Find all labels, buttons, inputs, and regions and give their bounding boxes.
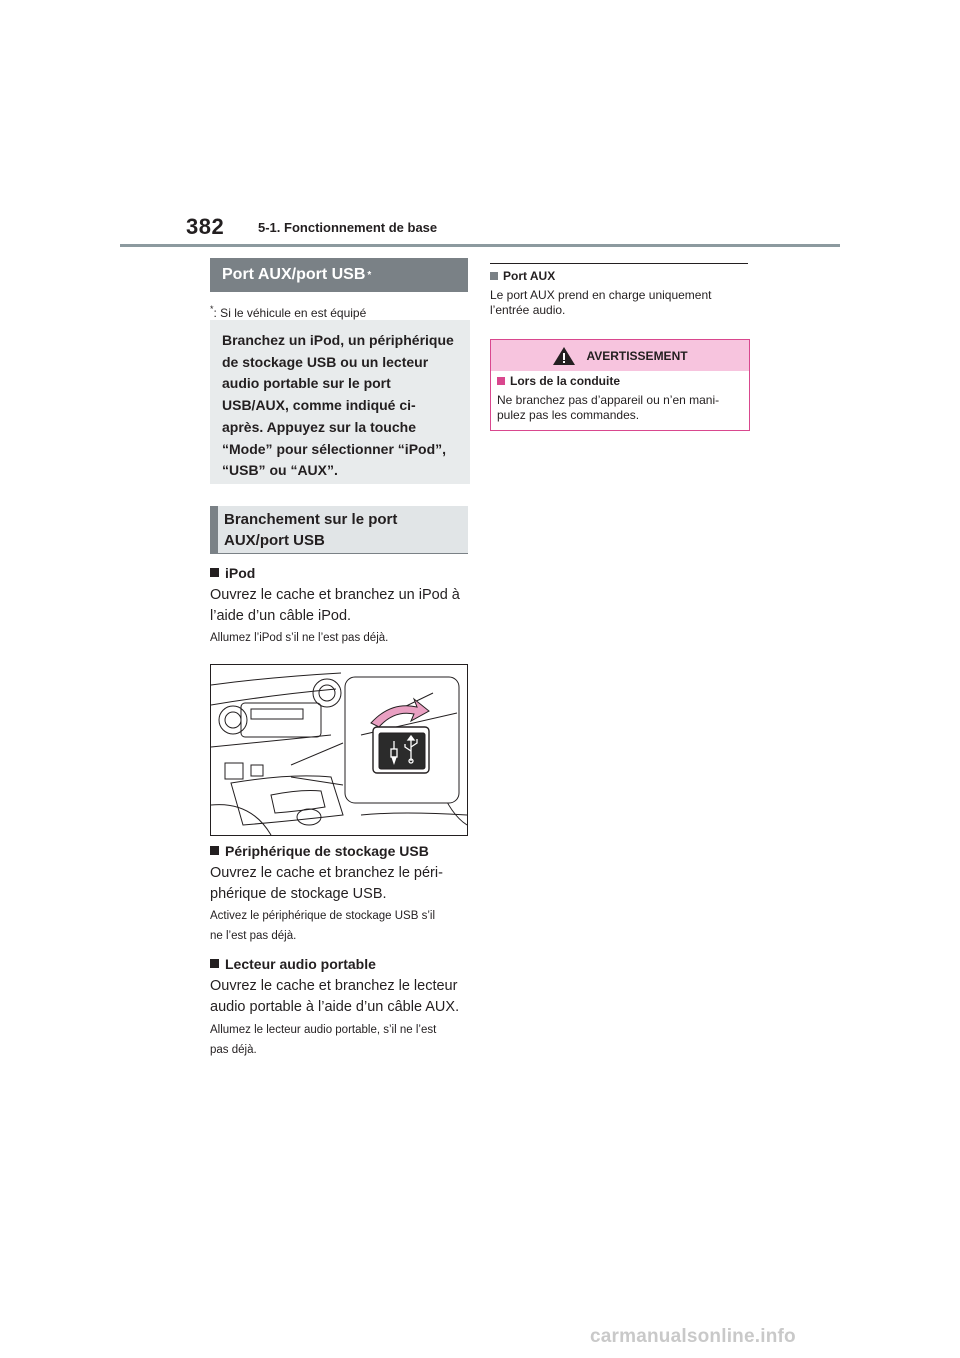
warning-title: AVERTISSEMENT — [586, 348, 688, 363]
section-title — [210, 258, 468, 292]
ipod-heading-text: iPod — [225, 565, 256, 581]
right-column-rule — [490, 263, 748, 264]
watermark: carmanualsonline.info — [590, 1326, 796, 1347]
portable-body-line: audio portable à l’aide d’un câble AUX. — [210, 999, 460, 1015]
portable-note — [210, 1020, 436, 1060]
bullet-square-icon — [210, 959, 219, 968]
portable-body-line: Ouvrez le cache et branchez le lecteur — [210, 978, 458, 994]
subsection-title — [210, 506, 468, 554]
ipod-note-line: Allumez l’iPod s’il ne l’est pas déjà. — [210, 632, 389, 644]
portable-heading — [210, 956, 376, 972]
port-aux-heading — [490, 269, 555, 283]
warning-body — [497, 393, 719, 423]
intro-line: USB/AUX, comme indiqué ci- — [222, 397, 416, 414]
section-label: 5-1. Fonctionnement de base — [258, 220, 438, 235]
footnote — [210, 304, 366, 320]
ipod-heading — [210, 565, 255, 581]
intro-line: audio portable sur le port — [222, 375, 391, 392]
portable-heading-text: Lecteur audio portable — [225, 956, 376, 972]
warning-body-line: pulez pas les commandes. — [497, 408, 640, 422]
subsection-title-line: Branchement sur le port — [224, 511, 398, 528]
usb-body — [210, 863, 443, 905]
intro-line: de stockage USB ou un lecteur — [222, 353, 429, 370]
bullet-square-icon — [497, 377, 505, 385]
title-asterisk: * — [367, 269, 372, 281]
warning-subheading-text: Lors de la conduite — [510, 374, 621, 388]
intro-line: “USB” ou “AUX”. — [222, 462, 338, 479]
ipod-body — [210, 585, 460, 627]
usb-body-line: phérique de stockage USB. — [210, 886, 387, 902]
usb-note-line: ne l’est pas déjà. — [210, 930, 297, 942]
footnote-asterisk: * — [210, 304, 214, 314]
ipod-body-line: l’aide d’un câble iPod. — [210, 608, 352, 624]
footnote-text: : Si le véhicule en est équipé — [213, 306, 367, 320]
ipod-body-line: Ouvrez le cache et branchez un iPod à — [210, 587, 460, 603]
port-aux-body-line: l’entrée audio. — [490, 303, 566, 317]
usb-note — [210, 906, 435, 946]
port-aux-heading-text: Port AUX — [503, 269, 556, 283]
ipod-note — [210, 628, 388, 648]
warning-box — [490, 339, 750, 431]
warning-subheading — [497, 374, 620, 388]
warning-body-line: Ne branchez pas d’appareil ou n’en mani- — [497, 393, 720, 407]
portable-body — [210, 976, 459, 1018]
usb-note-line: Activez le périphérique de stockage USB s’il — [210, 910, 436, 922]
subsection-title-line: AUX/port USB — [224, 532, 325, 549]
header-rule — [120, 244, 840, 247]
zoom-inset — [345, 677, 459, 803]
warning-header — [491, 340, 749, 371]
usb-heading-text: Périphérique de stockage USB — [225, 843, 429, 859]
section-title-text: Port AUX/port USB — [222, 266, 366, 283]
port-aux-body — [490, 288, 711, 318]
intro-line: après. Appuyez sur la touche — [222, 418, 416, 435]
warning-triangle-icon — [552, 346, 576, 366]
bullet-square-icon — [210, 568, 219, 577]
page-number: 382 — [186, 214, 225, 239]
portable-note-line: pas déjà. — [210, 1044, 257, 1056]
intro-box — [210, 320, 470, 484]
portable-note-line: Allumez le lecteur audio portable, s’il ne l’est — [210, 1024, 437, 1036]
intro-line: “Mode” pour sélectionner “iPod”, — [222, 440, 447, 457]
port-aux-body-line: Le port AUX prend en charge uniquement — [490, 288, 712, 302]
usb-body-line: Ouvrez le cache et branchez le péri- — [210, 865, 443, 881]
bullet-square-icon — [490, 272, 498, 280]
bullet-square-icon — [210, 846, 219, 855]
console-illustration — [210, 664, 468, 836]
usb-heading — [210, 843, 429, 859]
intro-line: Branchez un iPod, un périphérique — [222, 332, 454, 348]
